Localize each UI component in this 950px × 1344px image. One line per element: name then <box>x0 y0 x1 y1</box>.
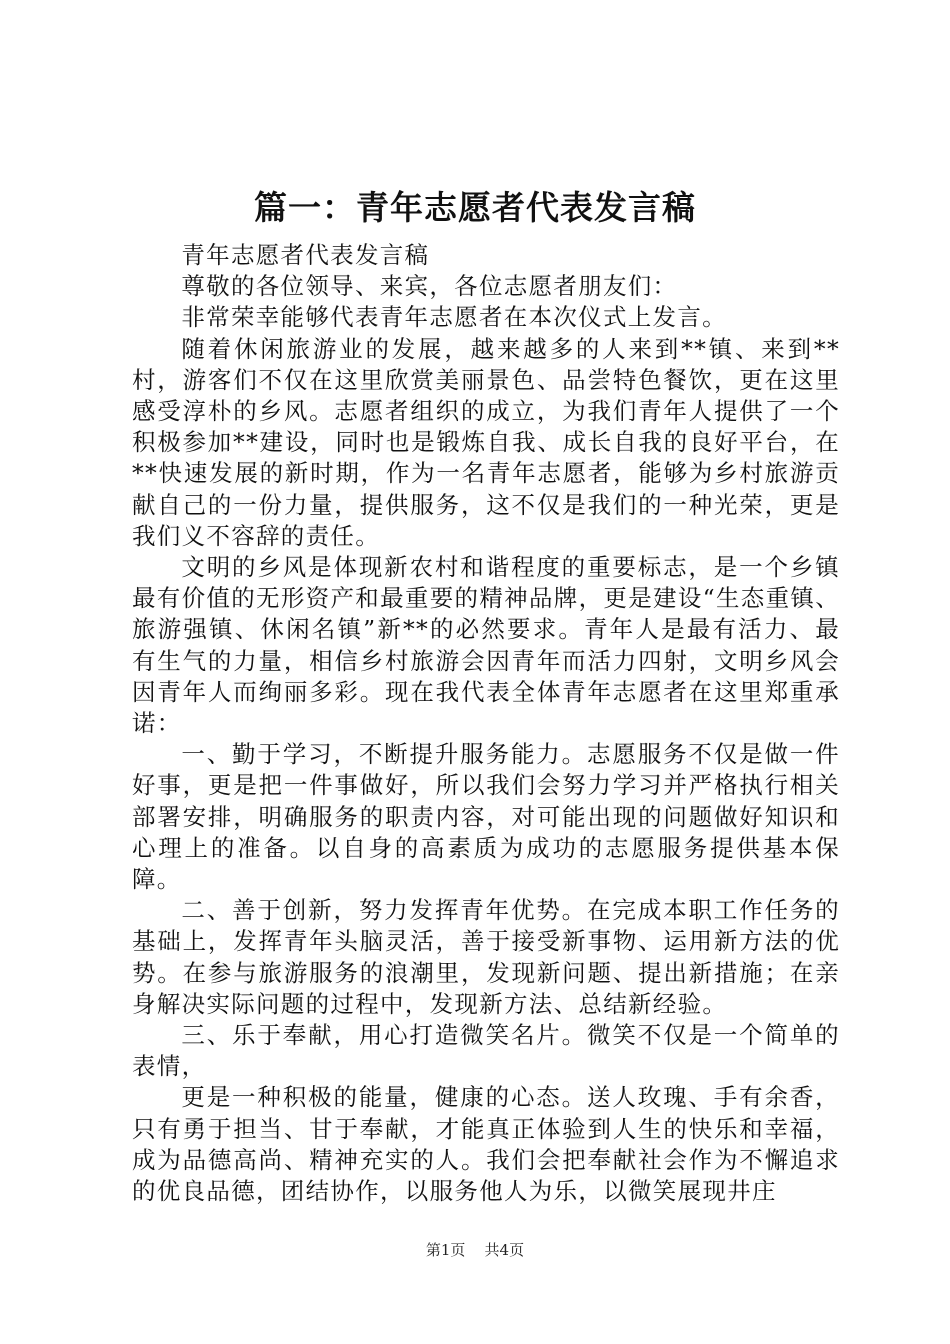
paragraph-civilization: 文明的乡风是体现新农村和谐程度的重要标志，是一个乡镇最有价值的无形资产和最重要的精神品牌，更是建设“生态重镇、旅游强镇、休闲名镇”新**的必然要求。青年人是最有活力、最有生气的力量，相信乡村旅游会因青年而活力四射，文明乡风会因青年人而绚丽多彩。现在我代表全体青年志愿者在这里郑重承诺： <box>132 553 840 738</box>
paragraph-pledge-two: 二、善于创新，努力发挥青年优势。在完成本职工作任务的基础上，发挥青年头脑灵活，善于接受新事物、运用新方法的优势。在参与旅游服务的浪潮里，发现新问题、提出新措施；在亲身解决实际问题的过程中，发现新方法、总结新经验。 <box>132 896 840 1018</box>
paragraph-pledge-one: 一、勤于学习，不断提升服务能力。志愿服务不仅是做一件好事，更是把一件事做好，所以我们会努力学习并严格执行相关部署安排，明确服务的职责内容，对可能出现的问题做好知识和心理上的准备。以自身的高素质为成功的志愿服务提供基本保障。 <box>132 740 840 894</box>
paragraph-pledge-three: 三、乐于奉献，用心打造微笑名片。微笑不仅是一个简单的表情， <box>132 1021 840 1081</box>
paragraph-opening: 非常荣幸能够代表青年志愿者在本次仪式上发言。 <box>181 303 727 332</box>
paragraph-heading: 青年志愿者代表发言稿 <box>181 241 430 269</box>
page-number: 第1页 <box>425 1241 466 1259</box>
document-body <box>132 240 840 1207</box>
page-total: 共4页 <box>484 1241 525 1259</box>
paragraph-salutation: 尊敬的各位领导、来宾，各位志愿者朋友们： <box>181 272 678 301</box>
paragraph-pledge-three-continued: 更是一种积极的能量，健康的心态。送人玫瑰、手有余香，只有勇于担当、甘于奉献，才能真正体验到人生的快乐和幸福，成为品德高尚、精神充实的人。我们会把奉献社会作为不懈追求的优良品德，团结协作，以服务他人为乐，以微笑展现井庄 <box>132 1083 840 1206</box>
footer-separator <box>470 1241 480 1259</box>
page-footer <box>0 1239 950 1261</box>
paragraph-tourism: 随着休闲旅游业的发展，越来越多的人来到**镇、来到**村，游客们不仅在这里欣赏美丽景色、品尝特色餐饮，更在这里感受淳朴的乡风。志愿者组织的成立，为我们青年人提供了一个积极参加**建设，同时也是锻炼自我、成长自我的良好平台，在**快速发展的新时期，作为一名青年志愿者，能够为乡村旅游贡献自己的一份力量，提供服务，这不仅是我们的一种光荣，更是我们义不容辞的责任。 <box>132 334 840 550</box>
document-title: 篇一：青年志愿者代表发言稿 <box>254 188 696 227</box>
